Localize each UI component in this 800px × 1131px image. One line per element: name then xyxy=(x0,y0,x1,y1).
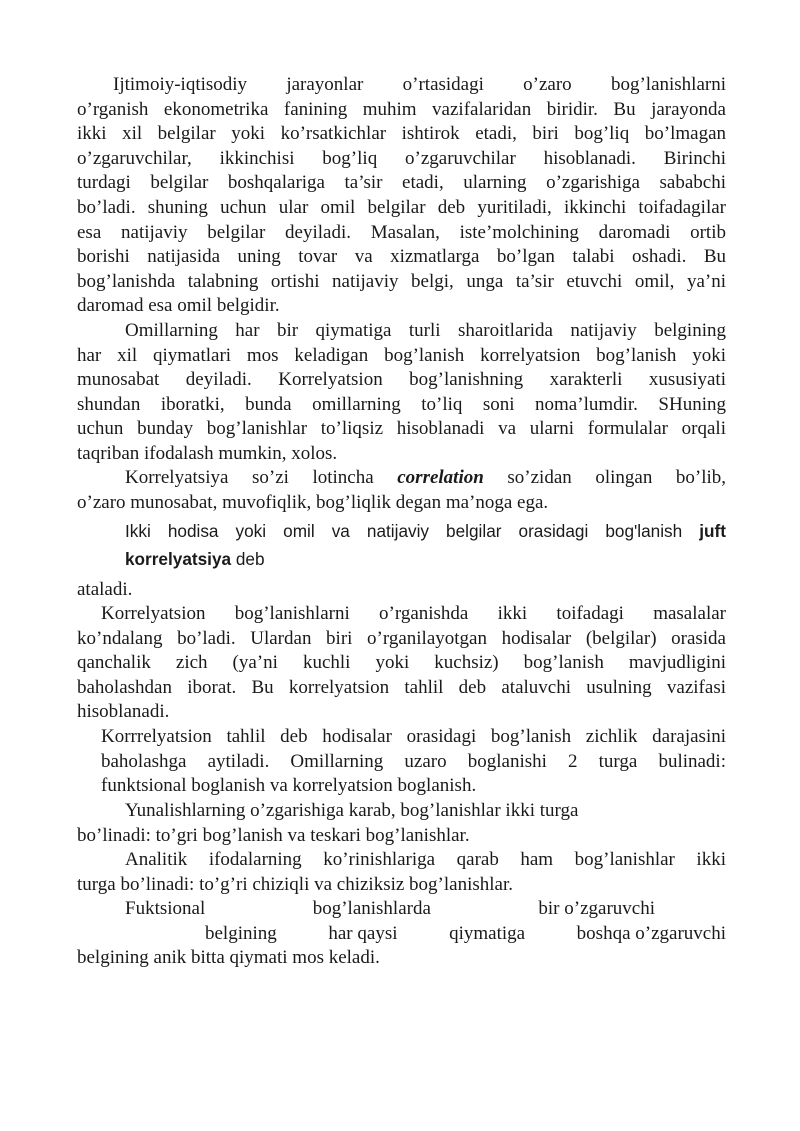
term-correlation: correlation xyxy=(397,467,484,488)
text-line: bog’lanishda talabning ortishi natijaviy belgi, unga ta’sir etuvchi omil, ya’ni xyxy=(77,270,726,292)
paragraph-pair-correlation-end xyxy=(77,578,726,603)
text-line: daromad esa omil belgidir. xyxy=(77,295,280,317)
text-run: Ikki hodisa yoki omil va natijaviy belgilar orasidagi bog'lanish xyxy=(125,521,683,541)
text-line: Ijtimoiy-iqtisodiy jarayonlar o’rtasidagi o’zaro bog’lanishlarni xyxy=(113,74,726,95)
text-run: deb xyxy=(235,549,265,569)
text-line: ko’ndalang bo’ladi. Ulardan biri o’rganilayotgan hodisalar (belgilar) orasida xyxy=(77,627,726,649)
text-line: ikki xil belgilar yoki ko’rsatkichlar ishtirok etadi, biri bog’liq bo’lmagan xyxy=(77,123,726,145)
text-line: baholashga aytiladi. Omillarning uzaro boglanishi 2 turga bulinadi: xyxy=(101,750,726,772)
text-line: Analitik ifodalarning ko’rinishlariga qarab ham bog’lanishlar ikki xyxy=(125,849,726,870)
text-line: munosabat deyiladi. Korrelyatsion bog’lanishning xarakterli xususiyati xyxy=(77,369,726,391)
text-line: belgining anik bitta qiymati mos keladi. xyxy=(77,947,380,969)
text-line xyxy=(77,466,726,491)
paragraph-econometrics-intro xyxy=(77,73,726,319)
text-line: borishi natijasida uning tovar va xizmatlarga bo’lgan talabi oshadi. Bu xyxy=(77,246,726,268)
text-line: o’rganish ekonometrika fanining muhim vazifalaridan biridir. Bu jarayonda xyxy=(77,98,726,120)
paragraph-direction-types xyxy=(77,799,726,848)
text-run: so’zidan olingan bo’lib, xyxy=(507,467,727,488)
term-korrelyatsiya: korrelyatsiya xyxy=(125,549,232,569)
paragraph-correlation-analysis xyxy=(101,725,726,799)
text-run: har qaysi xyxy=(328,922,398,944)
text-line: ataladi. xyxy=(77,579,133,600)
text-line: Korrelyatsion bog’lanishlarni o’rganishda ikki toifadagi masalalar xyxy=(101,603,726,624)
text-line xyxy=(125,545,726,573)
text-line: esa natijaviy belgilar deyiladi. Masalan, iste’molchining daromadi ortib xyxy=(77,221,726,243)
text-line: Omillarning har bir qiymatiga turli sharoitlarida natijaviy belgining xyxy=(125,320,726,341)
text-line xyxy=(77,922,726,947)
text-line: taqriban ifodalash mumkin, xolos. xyxy=(77,442,338,464)
text-line: funktsional boglanish va korrelyatsion boglanish. xyxy=(101,775,477,797)
paragraph-functional-links xyxy=(77,897,726,971)
text-line: Yunalishlarning o’zgarishiga karab, bog’lanishlar ikki turga xyxy=(125,800,579,821)
paragraph-correlation-tasks xyxy=(77,602,726,725)
paragraph-analytic-types xyxy=(77,848,726,897)
text-run: boshqa o’zgaruvchi xyxy=(576,922,726,944)
text-line: Korrrelyatsion tahlil deb hodisalar orasidagi bog’lanish zichlik darajasini xyxy=(101,726,726,747)
text-run: belgining xyxy=(205,922,277,944)
text-run: Fuktsional xyxy=(125,898,206,919)
text-line: o’zgaruvchilar, ikkinchisi bog’liq o’zgaruvchilar hisoblanadi. Birinchi xyxy=(77,147,726,169)
text-line: hisoblanadi. xyxy=(77,701,170,723)
text-run: qiymatiga xyxy=(449,922,526,944)
text-line: o’zaro munosabat, muvofiqlik, bog’liqlik degan ma’noga ega. xyxy=(77,491,549,513)
text-line: turdagi belgilar boshqalariga ta’sir etadi, ularning o’zgarishiga sababchi xyxy=(77,172,726,194)
text-line xyxy=(125,517,726,545)
text-line: bo’linadi: to’gri bog’lanish va teskari bog’lanishlar. xyxy=(77,824,470,846)
pair-correlation-definition xyxy=(77,517,726,573)
text-line: bo’ladi. shuning uchun ular omil belgilar deb yuritiladi, ikkinchi toifadagilar xyxy=(77,196,726,218)
text-line: baholashdan iborat. Bu korrelyatsion tahlil deb ataluvchi usulning vazifasi xyxy=(77,676,726,698)
paragraph-correlation-etymology xyxy=(77,466,726,515)
text-line: har xil qiymatlari mos keladigan bog’lanish korrelyatsion bog’lanish yoki xyxy=(77,344,726,366)
text-run: Korrelyatsiya so’zi lotincha xyxy=(125,467,374,488)
text-run: bir o’zgaruvchi xyxy=(538,898,655,919)
paragraph-correlation-definition xyxy=(77,319,726,467)
text-line xyxy=(77,897,726,922)
term-juft: juft xyxy=(699,521,726,541)
paragraph-pair-correlation xyxy=(77,517,726,573)
text-line: qanchalik zich (ya’ni kuchli yoki kuchsiz) bog’lanish mavjudligini xyxy=(77,652,726,674)
text-line: shundan iboratki, bunda omillarning to’liq soni noma’lumdir. SHuning xyxy=(77,393,726,415)
text-line: turga bo’linadi: to’g’ri chiziqli va chiziksiz bog’lanishlar. xyxy=(77,873,514,895)
text-line: uchun bunday bog’lanishlar to’liqsiz hisoblanadi va ularni formulalar orqali xyxy=(77,418,726,440)
text-run: bog’lanishlarda xyxy=(312,898,431,919)
